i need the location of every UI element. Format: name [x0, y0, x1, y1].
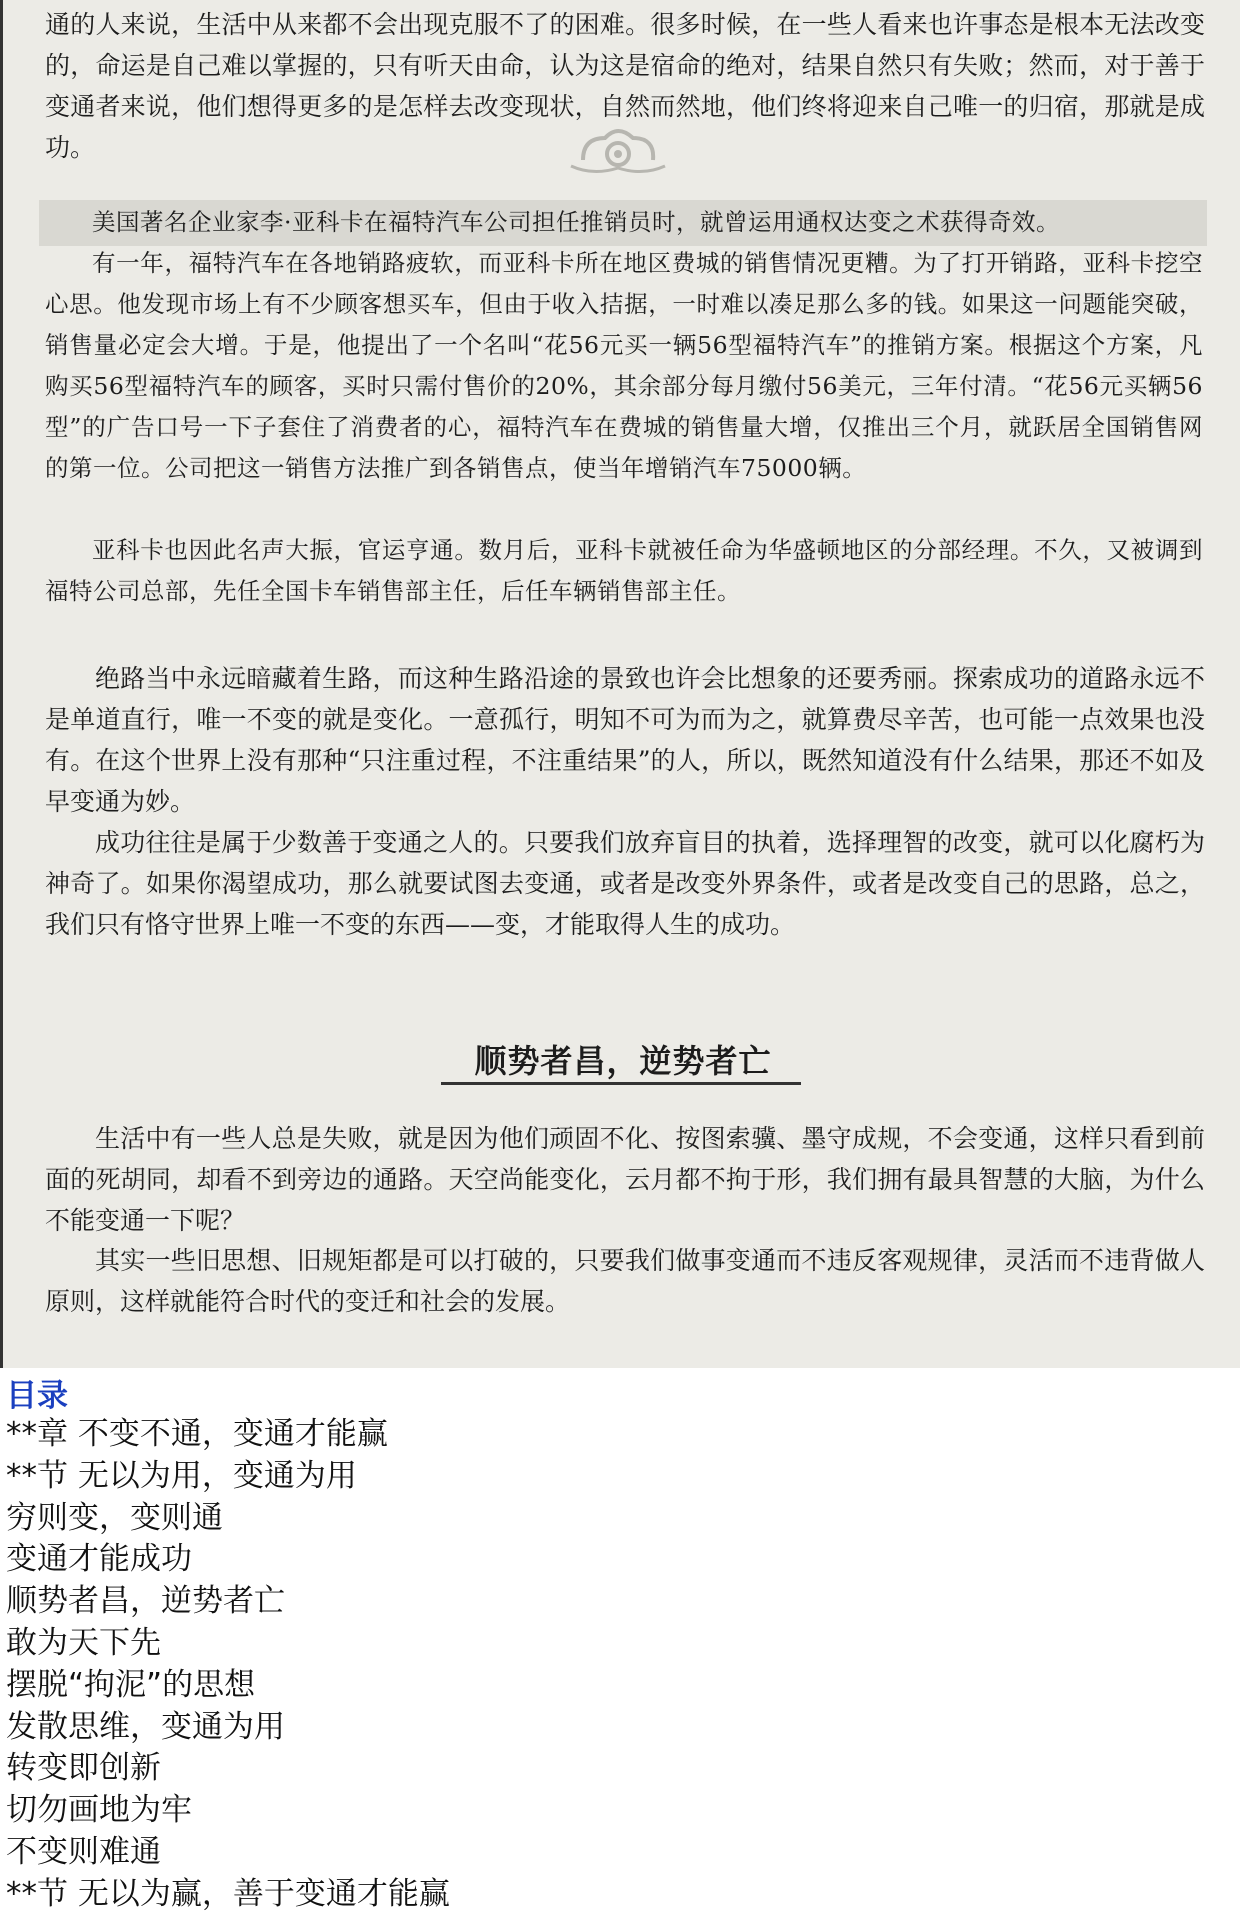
toc-item[interactable]: 摆脱“拘泥”的思想 — [6, 1666, 256, 1703]
body-paragraph: 成功往往是属于少数善于变通之人的。只要我们放弃盲目的执着，选择理智的改变，就可以化腐朽为神奇了。如果你渴望成功，那么就要试图去变通，或者是改变外界条件，或者是改变自己的思路，总之，我们只有恪守世界上唯一不变的东西——变，才能取得人生的成功。 — [45, 828, 1205, 939]
toc-item[interactable]: 敢为天下先 — [6, 1624, 161, 1661]
toc-item[interactable]: 穷则变，变则通 — [6, 1499, 223, 1536]
callout-paragraph: 亚科卡也因此名声大振，官运亨通。数月后，亚科卡就被任命为华盛顿地区的分部经理。不久，又被调到福特公司总部，先任全国卡车销售部主任，后任车辆销售部主任。 — [45, 536, 1203, 605]
toc-heading: 目录 — [6, 1378, 68, 1414]
toc-item[interactable]: **节 无以为用，变通为用 — [6, 1457, 357, 1494]
title-underline — [441, 1082, 801, 1085]
table-of-contents — [0, 1368, 1240, 1920]
section-title: 顺势者昌，逆势者亡 — [474, 1042, 772, 1080]
callout-paragraph: 有一年，福特汽车在各地销路疲软，而亚科卡所在地区费城的销售情况更糟。为了打开销路，亚科卡挖空心思。他发现市场上有不少顾客想买车，但由于收入拮据，一时难以凑足那么多的钱。如果这一问题能突破，销售量必定会大增。于是，他提出了一个名叫“花56元买一辆56型福特汽车”的推销方案。根据这个方案，凡购买56型福特汽车的顾客，买时只需付售价的20%，其余部分每月缴付56美元，三年付清。“花56元买辆56型”的广告口号一下子套住了消费者的心，福特汽车在费城的销售量大增，仅推出三个月，就跃居全国销售网的第一位。公司把这一销售方法推广到各销售点，使当年增销汽车75000辆。 — [45, 249, 1203, 482]
section-paragraph: 其实一些旧思想、旧规矩都是可以打破的，只要我们做事变通而不违反客观规律，灵活而不违背做人原则，这样就能符合时代的变迁和社会的发展。 — [45, 1246, 1205, 1316]
toc-item[interactable]: 不变则难通 — [6, 1833, 161, 1870]
section-paragraph: 生活中有一些人总是失败，就是因为他们顽固不化、按图索骥、墨守成规，不会变通，这样只看到前面的死胡同，却看不到旁边的通路。天空尚能变化，云月都不拘于形，我们拥有最具智慧的大脑，为什么不能变通一下呢？ — [45, 1124, 1205, 1235]
intro-paragraph: 通的人来说，生活中从来都不会出现克服不了的困难。很多时候，在一些人看来也许事态是根本无法改变的，命运是自己难以掌握的，只有听天由命，认为这是宿命的绝对，结果自然只有失败；然而，对于善于变通者来说，他们想得更多的是怎样去改变现状，自然而然地，他们终将迎来自己唯一的归宿，那就是成功。 — [45, 10, 1205, 162]
toc-item[interactable]: 变通才能成功 — [6, 1541, 192, 1578]
toc-list — [6, 1414, 450, 1916]
toc-item[interactable]: **章 不变不通，变通才能赢 — [6, 1416, 388, 1452]
toc-item[interactable]: 顺势者昌，逆势者亡 — [6, 1583, 285, 1620]
cloud-ornament-icon — [563, 120, 673, 190]
toc-item[interactable]: 发散思维，变通为用 — [6, 1708, 285, 1745]
body-paragraph: 绝路当中永远暗藏着生路，而这种生路沿途的景致也许会比想象的还要秀丽。探索成功的道路永远不是单道直行，唯一不变的就是变化。一意孤行，明知不可为而为之，就算费尽辛苦，也可能一点效果也没有。在这个世界上没有那种“只注重过程，不注重结果”的人，所以，既然知道没有什么结果，那还不如及早变通为妙。 — [45, 664, 1205, 816]
toc-item[interactable]: 转变即创新 — [6, 1750, 161, 1787]
toc-item[interactable]: 切勿画地为牢 — [6, 1792, 192, 1829]
callout-paragraph: 美国著名企业家李·亚科卡在福特汽车公司担任推销员时，就曾运用通权达变之术获得奇效。 — [92, 208, 1060, 236]
toc-item[interactable]: **节 无以为赢，善于变通才能赢 — [6, 1875, 450, 1912]
